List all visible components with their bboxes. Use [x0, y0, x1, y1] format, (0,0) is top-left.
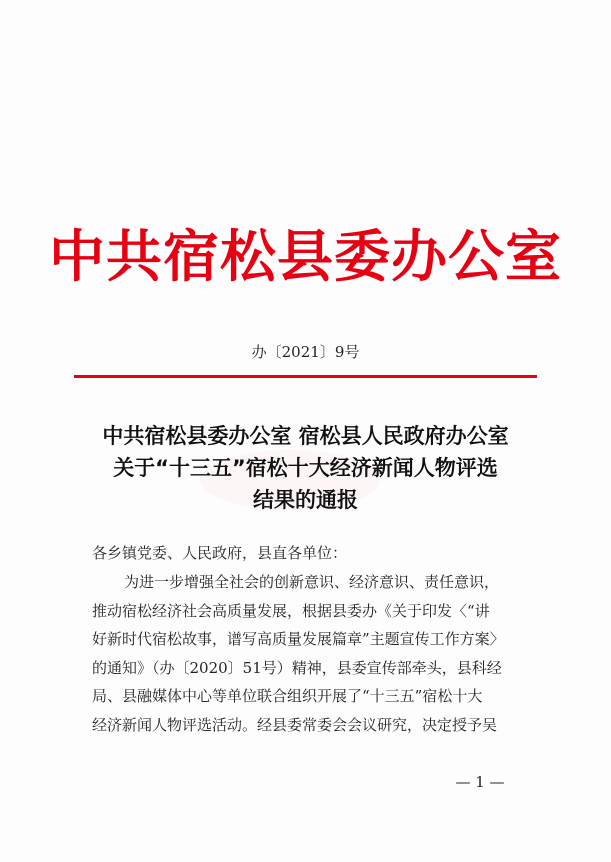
document-title-line-3: 结果的通报: [253, 488, 358, 512]
document-title-line-1: 中共宿松县委办公室 宿松县人民政府办公室: [102, 424, 509, 448]
body-line: 经济新闻人物评选活动。经县委常委会会议研究，决定授予吴: [92, 715, 498, 734]
red-divider-line: [74, 375, 537, 378]
body-line: 的通知》（办〔2020〕51号）精神，县委宣传部牵头，县科经: [92, 658, 502, 677]
body-line: 局、县融媒体中心等单位联合组织开展了“十三五”宿松十大: [92, 687, 483, 705]
issuing-office-header: 中共宿松县委办公室: [49, 225, 562, 290]
body-paragraph: [92, 568, 532, 739]
document-title-line-2: 关于“十三五”宿松十大经济新闻人物评选: [113, 456, 498, 480]
recipient-line: 各乡镇党委、人民政府，县直各单位：: [92, 544, 348, 562]
page-number: — 1 —: [455, 773, 505, 791]
body-line: 为进一步增强全社会的创新意识、经济意识、责任意识，: [124, 573, 500, 591]
body-line: 好新时代宿松故事，谱写高质量发展篇章”主题宣传工作方案〉: [92, 630, 505, 648]
document-number: 办〔2021〕9号: [251, 343, 360, 361]
document-title: [60, 420, 551, 516]
body-line: 推动宿松经济社会高质量发展，根据县委办《关于印发〈“讲: [92, 601, 490, 620]
